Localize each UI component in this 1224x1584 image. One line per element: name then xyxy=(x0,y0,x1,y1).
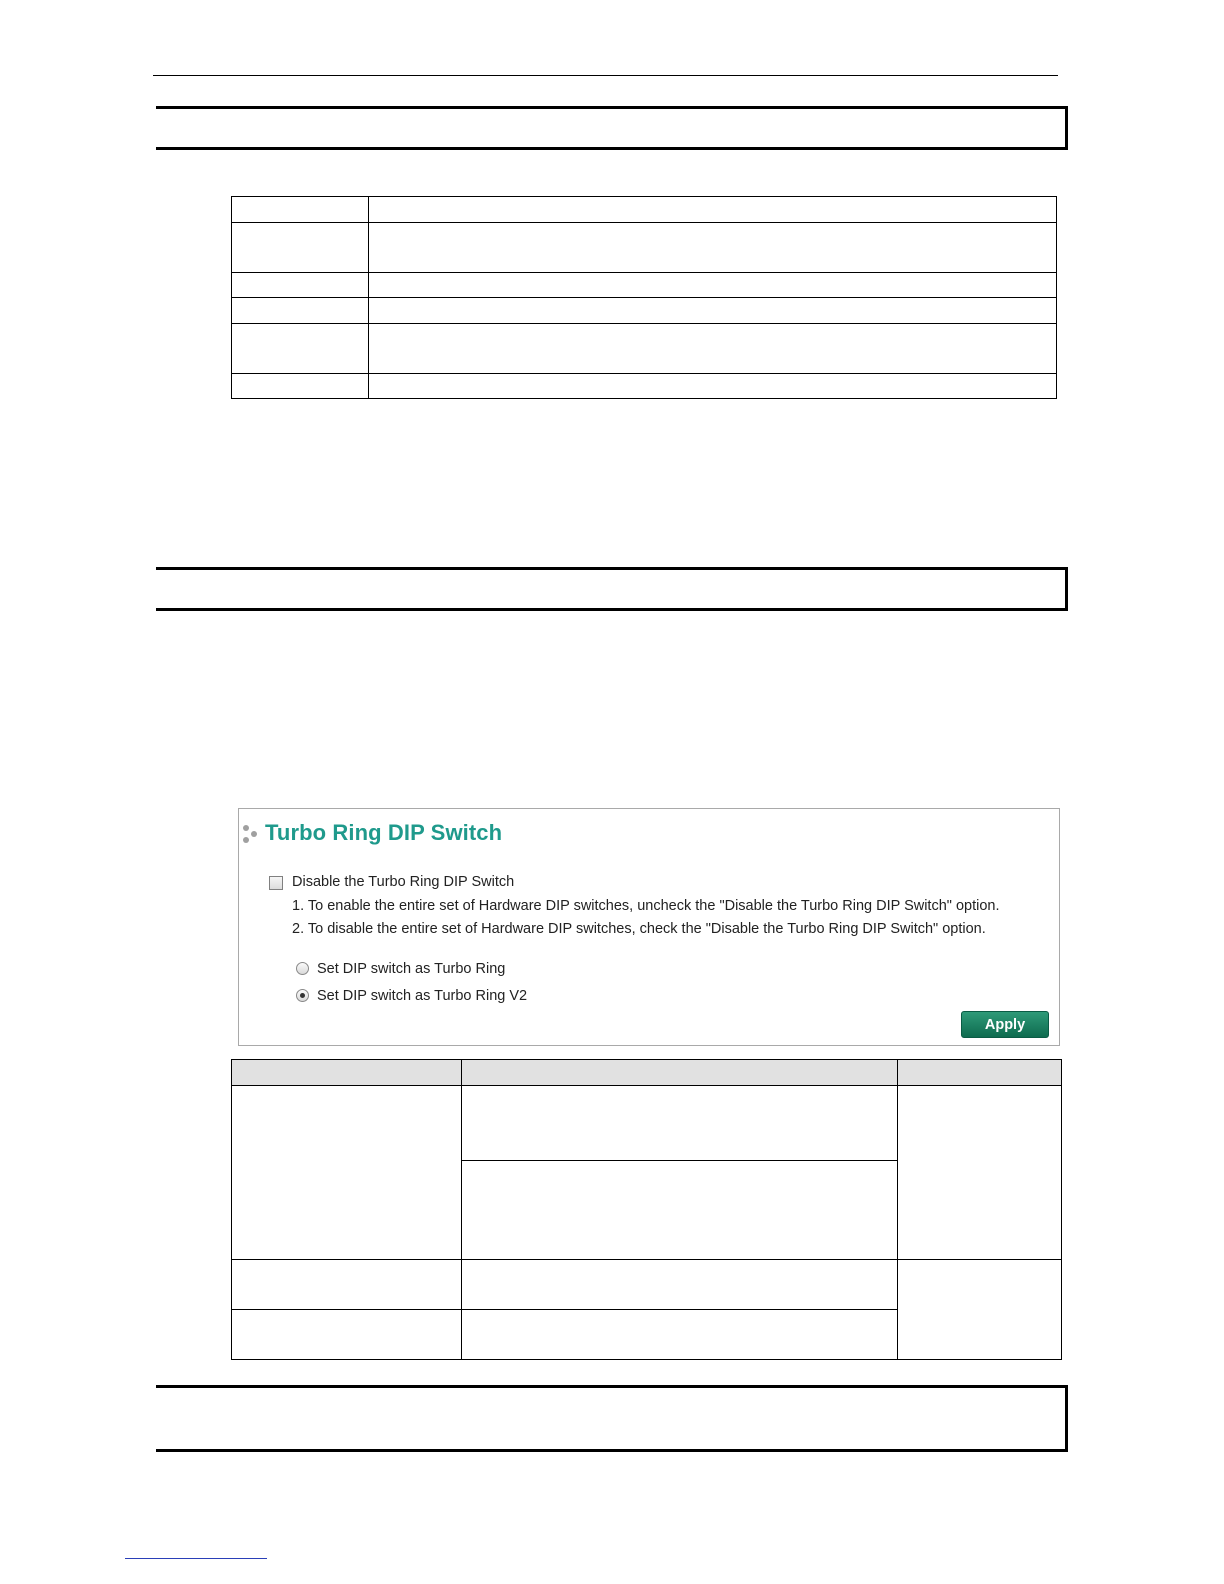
note-disable: 2. To disable the entire set of Hardware DIP switches, check the "Disable the Turbo Ring DIP Switch" option. xyxy=(292,921,986,937)
table-row xyxy=(232,1260,1062,1310)
note-box xyxy=(156,1385,1068,1452)
bullet-dots-icon xyxy=(243,825,261,847)
apply-button[interactable]: Apply xyxy=(961,1011,1049,1038)
section-heading-box-2 xyxy=(156,567,1068,611)
section-heading-box-1 xyxy=(156,106,1068,150)
disable-dip-switch-label[interactable]: Disable the Turbo Ring DIP Switch xyxy=(292,874,515,890)
turbo-ring-dip-switch-panel xyxy=(238,808,1060,1046)
note-enable: 1. To enable the entire set of Hardware DIP switches, uncheck the "Disable the Turbo Ring DIP Switch" option. xyxy=(292,898,1000,914)
header-rule xyxy=(153,75,1058,76)
radio-turbo-ring[interactable] xyxy=(296,962,309,975)
settings-table-2 xyxy=(231,1059,1062,1360)
table-row xyxy=(232,1086,1062,1161)
radio-turbo-ring-label[interactable]: Set DIP switch as Turbo Ring xyxy=(317,961,506,977)
panel-title: Turbo Ring DIP Switch xyxy=(265,820,503,845)
settings-table-1 xyxy=(231,196,1057,399)
table-row xyxy=(232,374,1057,399)
table-row xyxy=(232,197,1057,223)
footer-link-underline[interactable] xyxy=(125,1558,267,1559)
radio-turbo-ring-v2[interactable] xyxy=(296,989,309,1002)
disable-dip-switch-checkbox[interactable] xyxy=(269,876,283,890)
table-row xyxy=(232,273,1057,298)
table-row xyxy=(232,298,1057,324)
table-row xyxy=(232,223,1057,273)
table-header-row xyxy=(232,1060,1062,1086)
radio-turbo-ring-v2-label[interactable]: Set DIP switch as Turbo Ring V2 xyxy=(317,988,528,1004)
table-row xyxy=(232,324,1057,374)
